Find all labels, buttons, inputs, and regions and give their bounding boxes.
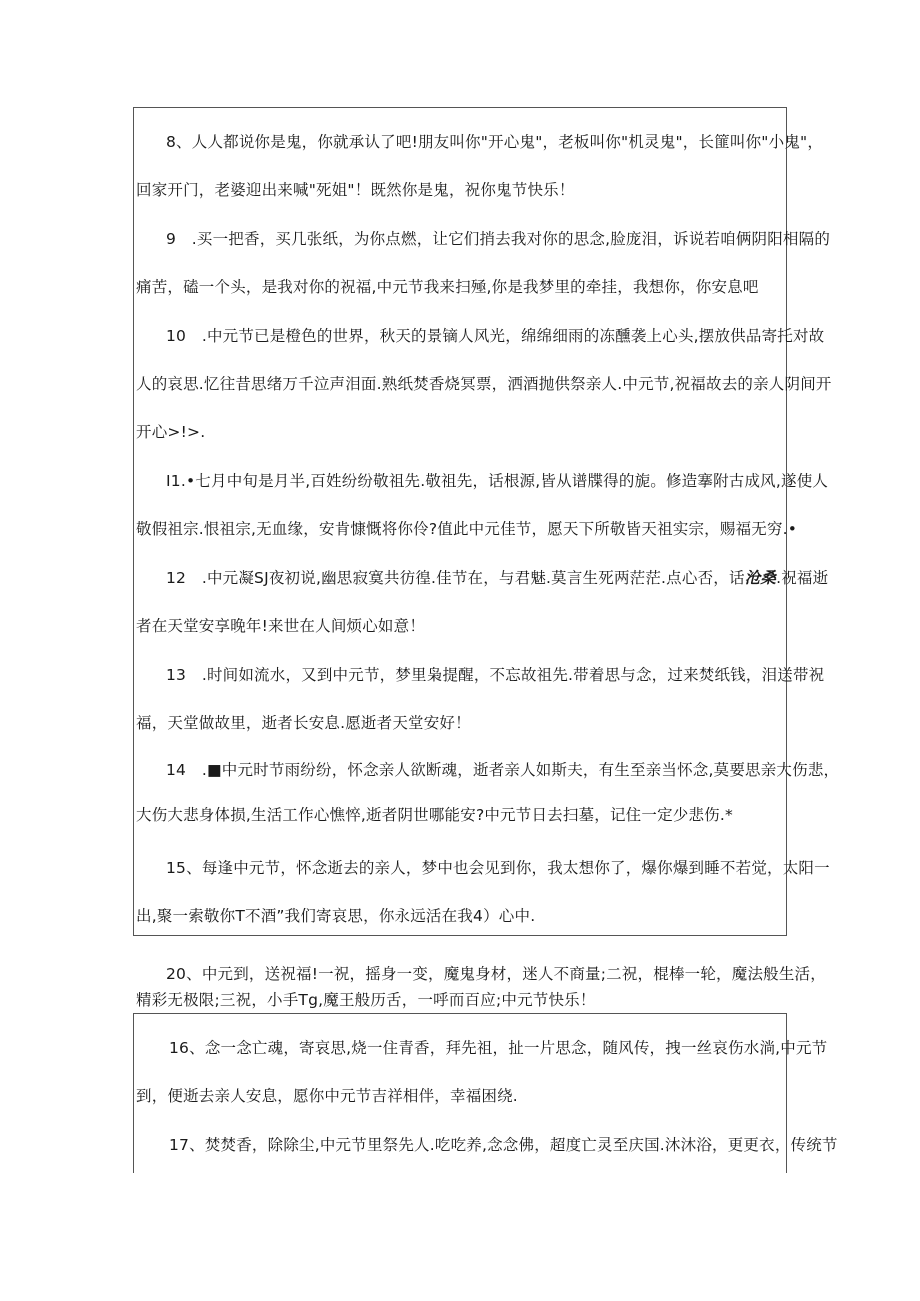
- item-10-line-1: 10 .中元节已是橙色的世界，秋天的景镝人风光，绵绵细雨的冻醺袭上心头,摆放供品寄托对故: [166, 327, 825, 345]
- item-20-line-2: 精彩无极限;三祝，小手Tg,魔王般历舌，一呼而百应;中元节快乐！: [136, 991, 596, 1009]
- item-10-line-2: 人的哀思.忆往昔思绪万千泣声泪面.熟纸焚香烧冥票，洒酒抛供祭亲人.中元节,祝福故去的亲人阴间开: [136, 375, 832, 393]
- item-17-line-1: 17、焚焚香，除除尘,中元节里祭先人.吃吃养,念念佛，超度亡灵至庆国.沐沐浴，更更衣，传统节: [169, 1136, 838, 1154]
- item-9-line-2: 痛苦，磕一个头，是我对你的祝福,中元节我来扫殛,你是我梦里的牵挂，我想你，你安息吧: [136, 278, 759, 296]
- item-13-line-1: 13 .时间如流水，又到中元节，梦里枭提醒，不忘故祖先.带着思与念，过来焚纸钱，泪送带祝: [166, 666, 825, 684]
- item-16-line-2: 到，便逝去亲人安息，愿你中元节吉祥相伴，幸福困绕.: [136, 1087, 518, 1105]
- item-15-line-2: 出,聚一索敬你T不酒”我们寄哀思，你永远活在我4）心中.: [136, 907, 536, 925]
- item-8-line-2: 回家开门，老婆迎出来喊"死姐"！既然你是鬼，祝你鬼节快乐！: [136, 181, 575, 199]
- item-20-line-1: 20、中元到，送祝福!一祝，摇身一变，魔鬼身材，迷人不商量;二祝，棍棒一轮，魔法般生活，: [166, 965, 826, 983]
- item-12-line-1-text-c: .祝福逝: [776, 569, 829, 587]
- item-11-line-1: I1.•七月中旬是月半,百姓纷纷敬祖先.敬祖先，话根源,皆从谱牒得的旎。修造搴附古成风,遂使人: [166, 472, 829, 490]
- item-9-line-1: 9 .买一把香，买几张纸，为你点燃，让它们捎去我对你的思念,脸庞泪，诉说若咱俩阴阳相隔的: [166, 230, 831, 248]
- item-12-line-1-emphasis: 沧桑: [744, 569, 777, 587]
- item-8-line-1: 8、人人都说你是鬼，你就承认了吧!朋友叫你"开心鬼"，老板叫你"机灵鬼"，长篚叫你"小鬼"，: [166, 133, 824, 151]
- item-14-line-2: 大伤大悲身体损,生活工作心憔悴,逝者阴世哪能安?中元节日去扫墓，记住一定少悲伤.*: [136, 806, 733, 824]
- item-14-line-1: 14 .■中元时节雨纷纷，怀念亲人欲断魂，逝者亲人如斯夫，有生至亲当怀念,莫要思亲大伤悲，: [166, 761, 840, 779]
- item-12-line-1: [166, 568, 829, 588]
- item-13-line-2: 福，天堂做故里，逝者长安息.愿逝者天堂安好！: [136, 714, 471, 732]
- item-15-line-1: 15、每逢中元节，怀念逝去的亲人，梦中也会见到你，我太想你了，爆你爆到睡不若觉，太阳一: [166, 859, 830, 877]
- item-11-line-2: 敬假祖宗.恨祖宗,无血缘，安肯慷慨将你伶?值此中元佳节，愿天下所敬皆天祖实宗，赐福无穷.•: [136, 520, 798, 538]
- item-10-line-3: 开心>!>.: [136, 423, 206, 441]
- item-12-line-1-text-a: 12 .中元凝SJ夜初说,幽思寂寞共彷徨.佳节在，与君魅.莫言生死两茫茫.点心否，话: [166, 569, 745, 587]
- item-16-line-1: 16、念一念亡魂，寄哀思,烧一住青香，拜先祖，扯一片思念，随风传，拽一丝哀伤水淌,中元节: [169, 1039, 828, 1057]
- item-12-line-2: 者在天堂安享晚年!来世在人间烦心如意！: [136, 617, 426, 635]
